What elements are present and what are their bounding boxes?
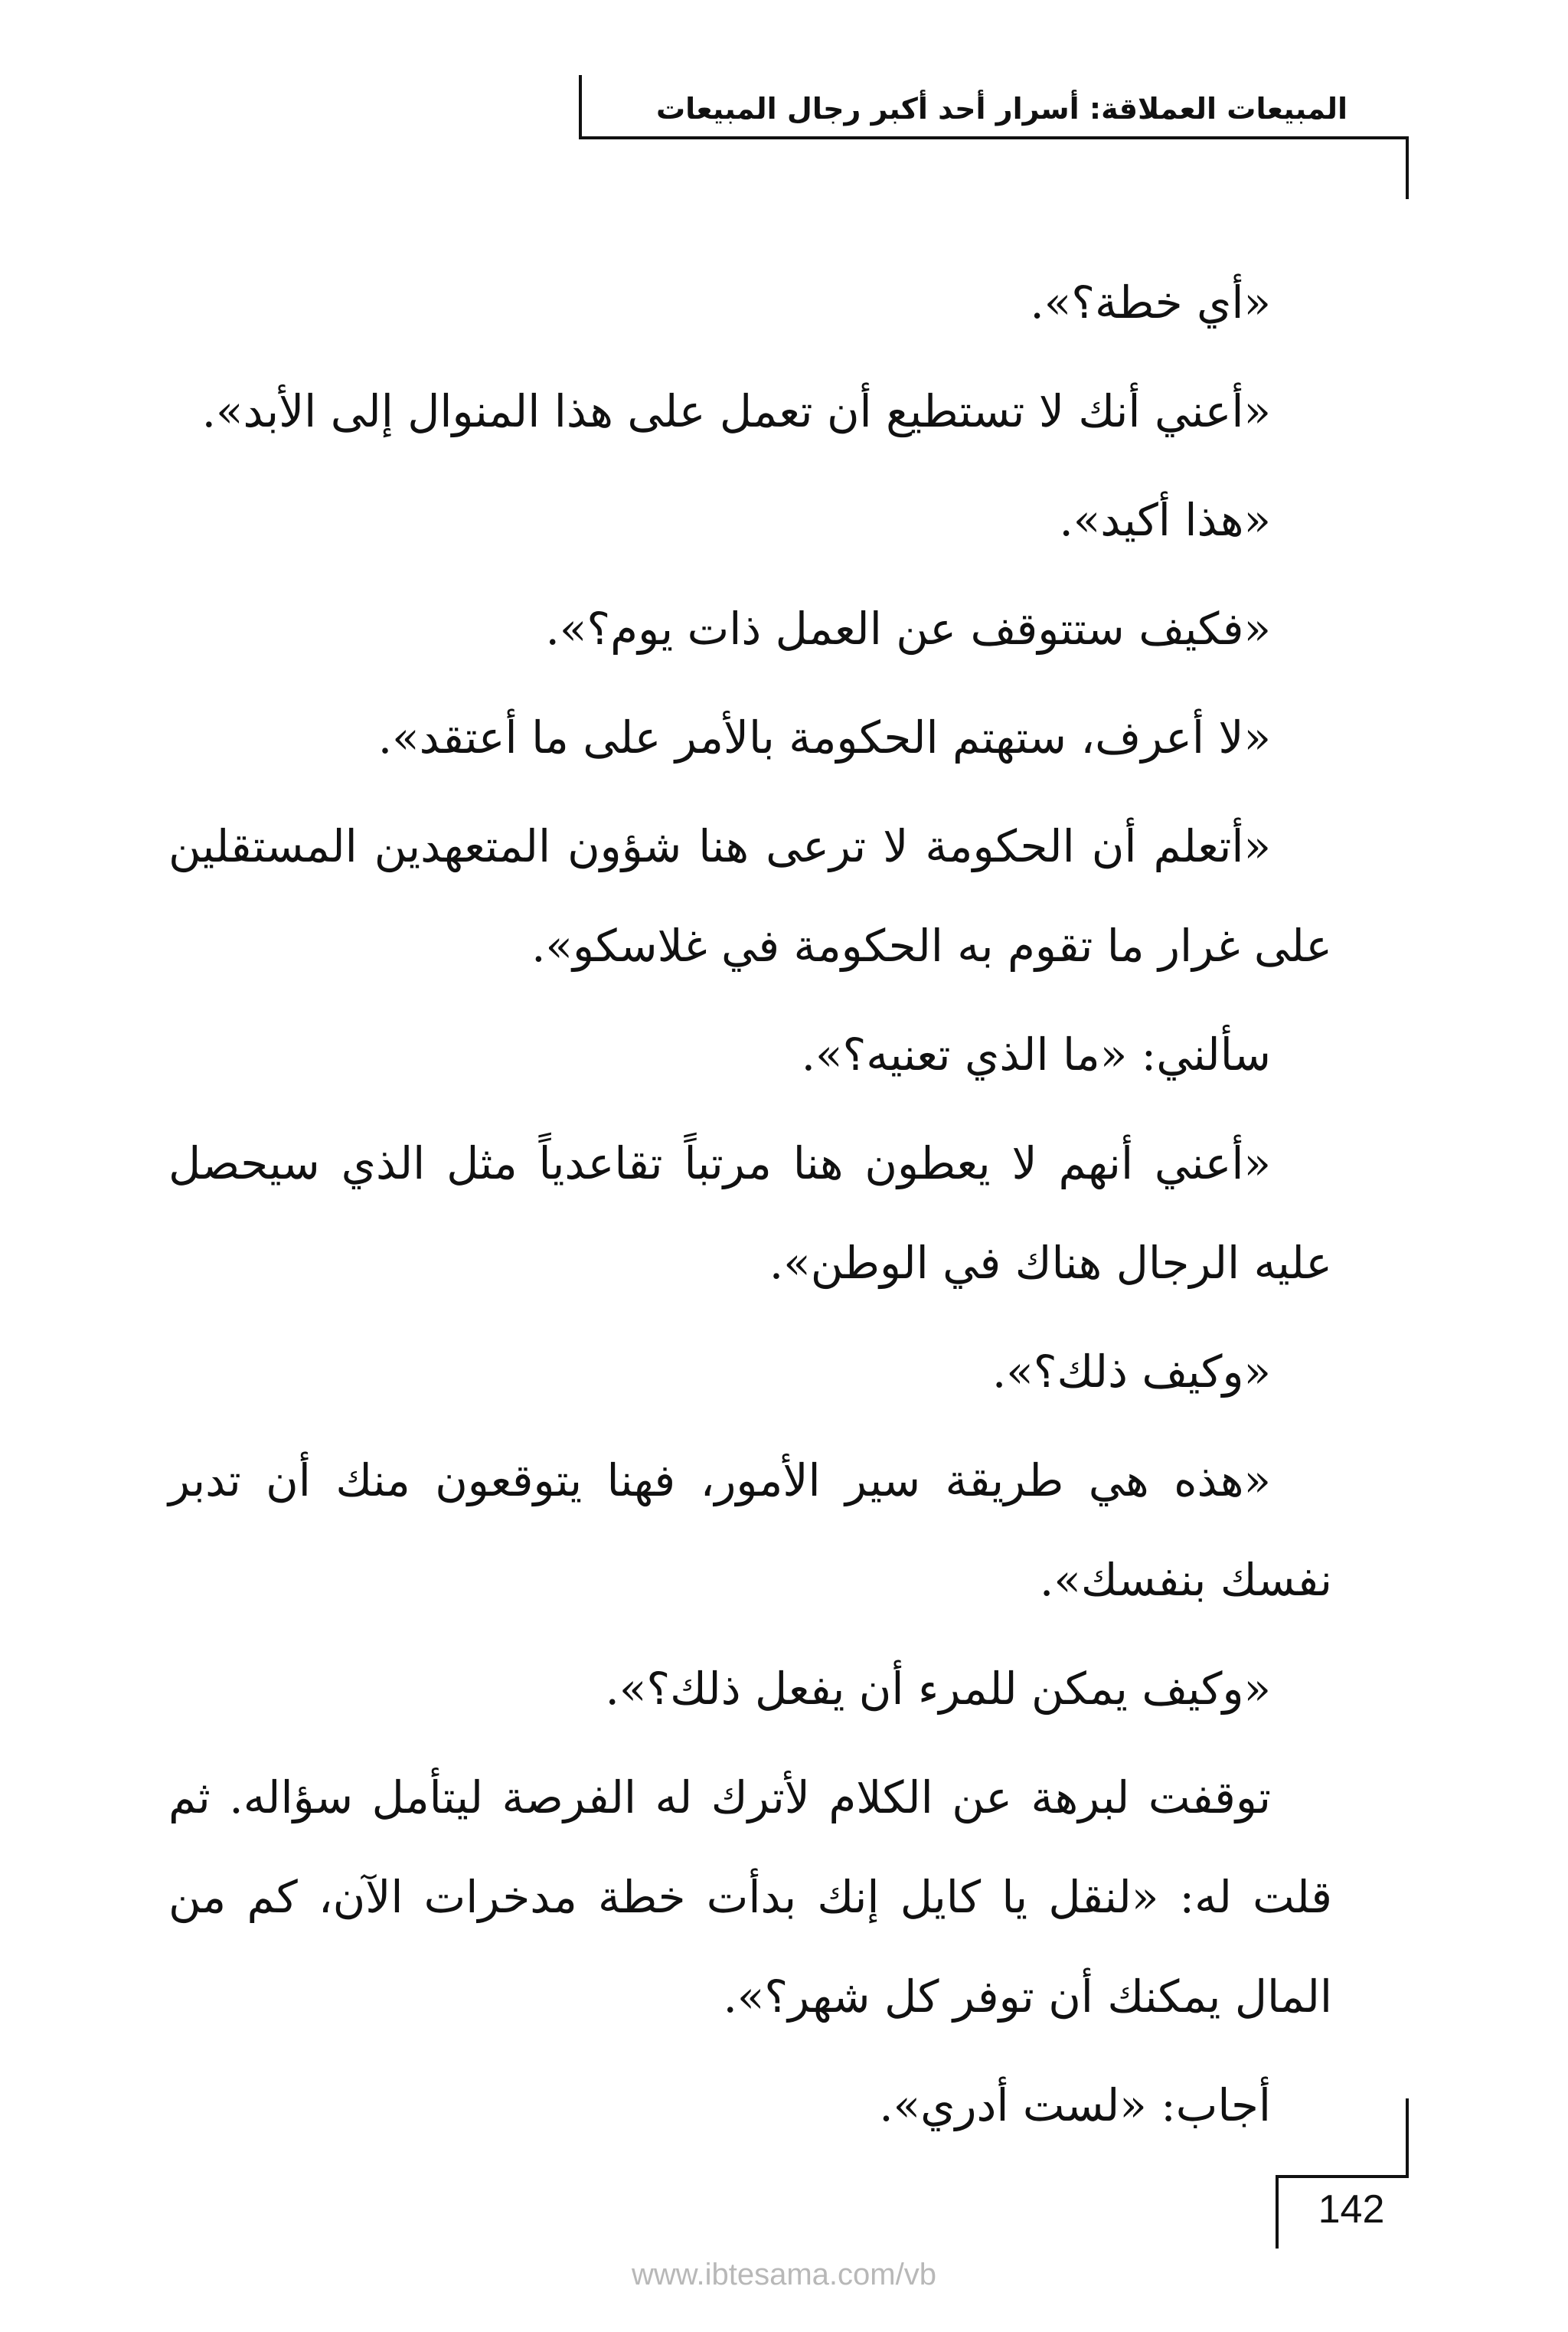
paragraph: «أعني أنهم لا يعطون هنا مرتباً تقاعدياً مثل الذي سيحصل عليه الرجال هناك في الوطن». — [168, 1137, 1332, 1289]
paragraph: «هذه هي طريقة سير الأمور، فهنا يتوقعون منك أن تدبر نفسك بنفسك». — [168, 1454, 1332, 1606]
paragraph: «وكيف ذلك؟». — [991, 1346, 1271, 1398]
header-right-tick — [1406, 136, 1409, 199]
footer-rule-horizontal — [1276, 2175, 1409, 2178]
paragraph: «فكيف ستتوقف عن العمل ذات يوم؟». — [545, 603, 1271, 655]
page-body-text — [168, 253, 1332, 2164]
paragraph: «هذا أكيد». — [1059, 494, 1271, 546]
paragraph: «لا أعرف، ستهتم الحكومة بالأمر على ما أعتقد». — [377, 711, 1271, 764]
footer-rule-vertical — [1406, 2098, 1409, 2175]
page-number: 142 — [1318, 2187, 1385, 2232]
paragraph: «أي خطة؟». — [1030, 276, 1271, 329]
watermark-url: www.ibtesama.com/vb — [632, 2258, 936, 2291]
paragraph: توقفت لبرهة عن الكلام لأترك له الفرصة ليتأمل سؤاله. ثم قلت له: «لنقل يا كايل إنك بدأت خطة مدخرات الآن، كم من المال يمكنك أن توفر كل شهر؟». — [168, 1771, 1332, 2023]
paragraph: «أعني أنك لا تستطيع أن تعمل على هذا المنوال إلى الأبد». — [201, 385, 1271, 437]
paragraph: أجاب: «لست أدري». — [879, 2079, 1271, 2131]
footer-rule-left — [1276, 2175, 1279, 2249]
paragraph: «وكيف يمكن للمرء أن يفعل ذلك؟». — [605, 1663, 1271, 1715]
running-header-title: المبيعات العملاقة: أسرار أحد أكبر رجال المبيعات — [655, 92, 1348, 126]
paragraph: «أتعلم أن الحكومة لا ترعى هنا شؤون المتعهدين المستقلين على غرار ما تقوم به الحكومة في غلاسكو». — [168, 820, 1332, 972]
paragraph: سألني: «ما الذي تعنيه؟». — [801, 1029, 1271, 1081]
header-rule — [582, 136, 1409, 139]
